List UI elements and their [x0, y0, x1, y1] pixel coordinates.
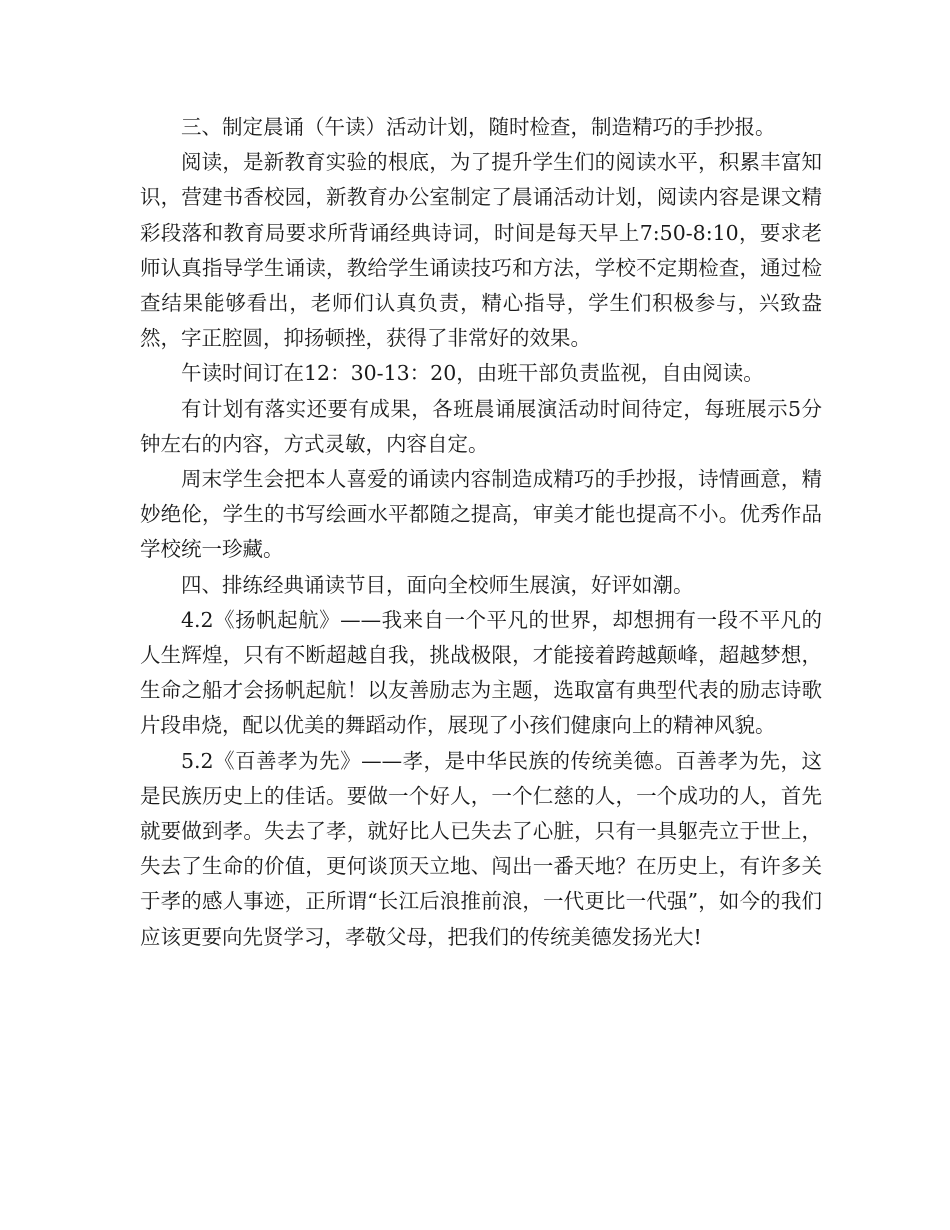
document-body: [140, 110, 822, 955]
heading-section-three: 三、制定晨诵（午读）活动计划，随时检查，制造精巧的手抄报。: [181, 115, 776, 139]
heading-section-four: 四、排练经典诵读节目，面向全校师生展演，好评如潮。: [181, 572, 694, 597]
paragraph-program-filial-piety: 5.2《百善孝为先》——孝，是中华民族的传统美德。百善孝为先，这是民族历史上的佳话。要做一个好人，一个仁慈的人，一个成功的人，首先就要做到孝。失去了孝，就好比人已失去了心脏，只有一具躯壳立于世上，失去了生命的价值，更何谈顶天立地、闯出一番天地？在历史上，有许多关于孝的感人事迹，正所谓“长江后浪推前浪，一代更比一代强”，如今的我们应该更要向先贤学习，孝敬父母，把我们的传统美德发扬光大!: [140, 748, 822, 949]
paragraph-morning-reading: 阅读，是新教育实验的根底，为了提升学生们的阅读水平，积累丰富知识，营建书香校园，新教育办公室制定了晨诵活动计划，阅读内容是课文精彩段落和教育局要求所背诵经典诗词，时间是每天早上7:50-8:10，要求老师认真指导学生诵读，教给学生诵读技巧和方法，学校不定期检查，通过检查结果能够看出，老师们认真负责，精心指导，学生们积极参与，兴致盎然，字正腔圆，抑扬顿挫，获得了非常好的效果。: [140, 150, 822, 351]
paragraph-class-showcase: 有计划有落实还要有成果，各班晨诵展演活动时间待定，每班展示5分钟左右的内容，方式灵敏，内容自定。: [140, 396, 822, 456]
paragraph-program-set-sail: 4.2《扬帆起航》——我来自一个平凡的世界，却想拥有一段不平凡的人生辉煌，只有不断超越自我，挑战极限，才能接着跨越颠峰，超越梦想，生命之船才会扬帆起航！以友善励志为主题，选取富有典型代表的励志诗歌片段串烧，配以优美的舞蹈动作，展现了小孩们健康向上的精神风貌。: [140, 607, 822, 738]
paragraph-handwritten-newspaper: 周末学生会把本人喜爱的诵读内容制造成精巧的手抄报，诗情画意，精妙绝伦，学生的书写绘画水平都随之提高，审美才能也提高不小。优秀作品学校统一珍藏。: [140, 467, 822, 562]
paragraph-noon-reading: 午读时间订在12：30-13：20，由班干部负责监视，自由阅读。: [181, 361, 764, 386]
